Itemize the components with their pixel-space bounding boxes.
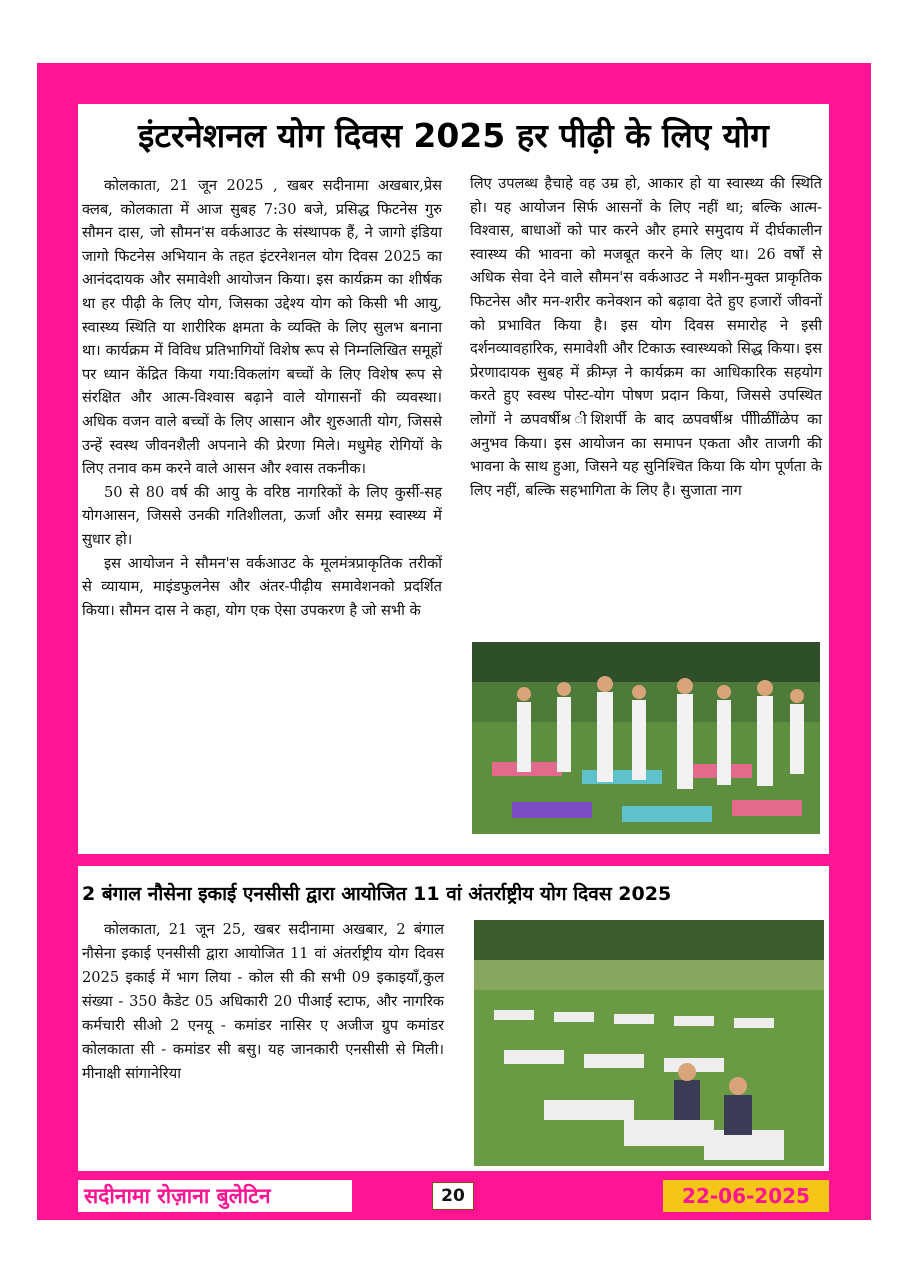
article-paragraph: 50 से 80 वर्ष की आयु के वरिष्ठ नागरिकों के लिए कुर्सी-सह योगआसन, जिससे उनकी गतिशीलता, ऊर्जा और समग्र स्वास्थ्य में सुधार हो। [82, 483, 442, 548]
publication-name-box [78, 1180, 352, 1212]
article-headline: 2 बंगाल नौसेना इकाई एनसीसी द्वारा आयोजित 11 वां अंतर्राष्ट्रीय योग दिवस 2025 [82, 883, 672, 905]
article-paragraph: कोलकाता, 21 जून 25, खबर सदीनामा अखबार, 2 बंगाल नौसेना इकाई एनसीसी द्वारा आयोजित 11 वां अंतर्राष्ट्रीय योग दिवस 2025 इकाई में भाग लिया - कोल सी की सभी 09 इकाइयाँ,कुल संख्या - 350 कैडेट 05 अधिकारी 20 पीआई स्टाफ, और नागरिक कर्मचारी सीओ 2 एनयू - कमांडर नासिर ए अजीज ग्रुप कमांडर कोलकाता सी - कमांडर सी बसु। यह जानकारी एनसीसी से मिली। मीनाक्षी सांगानेरिया [82, 921, 444, 1082]
yoga-event-photo [472, 642, 820, 834]
issue-date: 22-06-2025 [682, 1184, 810, 1208]
page-number-box [432, 1182, 474, 1210]
yoga-group-photo-illustration [472, 642, 820, 834]
article-ncc-yoga-day [78, 866, 829, 1171]
article-paragraph: इस आयोजन ने सौमन'स वर्कआउट के मूलमंत्रप्राकृतिक तरीकों से व्यायाम, माइंडफुलनेस और अंतर-पीढ़ीय समावेशनको प्रदर्शित किया। सौमन दास ने कहा, योग एक ऐसा उपकरण है जो सभी के [82, 554, 442, 619]
article-column-right [470, 172, 822, 502]
article-column-left [82, 918, 444, 1086]
issue-date-box [663, 1180, 829, 1212]
ncc-cadets-photo-illustration [474, 920, 824, 1166]
article-column-left [82, 174, 442, 622]
publication-name: सदीनामा रोज़ाना बुलेटिन [84, 1184, 271, 1208]
ncc-yoga-photo [474, 920, 824, 1166]
article-paragraph: कोलकाता, 21 जून 2025 , खबर सदीनामा अखबार,प्रेस क्लब, कोलकाता में आज सुबह 7:30 बजे, प्रसिद्ध फिटनेस गुरु सौमन दास, जो सौमन'स वर्कआउट के संस्थापक हैं, ने जागो इंडिया जागो फिटनेस अभियान के तहत इंटरनेशनल योग दिवस 2025 का आनंददायक और समावेशी आयोजन किया। इस कार्यक्रम का शीर्षक था हर पीढ़ी के लिए योग, जिसका उद्देश्य योग को किसी भी आयु, स्वास्थ्य स्थिति या शारीरिक क्षमता के व्यक्ति के लिए सुलभ बनाना था। कार्यक्रम में विविध प्रतिभागियों विशेष रूप से निम्नलिखित समूहों पर ध्यान केंद्रित किया गया:विकलांग बच्चों के लिए विशेष रूप से संरक्षित और आत्म-विश्वास बढ़ाने वाले योगासनों की व्यवस्था। अधिक वजन वाले बच्चों के लिए आसान और शुरुआती योग, जिससे उन्हें स्वस्थ जीवनशैली अपनाने की प्रेरणा मिले। मधुमेह रोगियों के लिए तनाव कम करने वाले आसन और श्वास तकनीक। [82, 177, 443, 478]
article-headline: इंटरनेशनल योग दिवस 2025 हर पीढ़ी के लिए योग [138, 116, 769, 155]
article-yoga-every-generation [78, 104, 829, 854]
article-paragraph: लिए उपलब्ध हैचाहे वह उम्र हो, आकार हो या स्वास्थ्य की स्थिति हो। यह आयोजन सिर्फ आसनों के लिए नहीं था; बल्कि आत्म-विश्वास, बाधाओं को पार करने और हमारे समुदाय में दीर्घकालीन स्वास्थ्य की भावना को मजबूत करने के लिए था। 26 वर्षों से अधिक सेवा देने वाले सौमन'स वर्कआउट ने मशीन-मुक्त प्राकृतिक फिटनेस और मन-शरीर कनेक्शन को बढ़ावा देते हुए हजारों जीवनों को प्रभावित किया है। इस योग दिवस समारोह ने इसी दर्शनव्यावहारिक, समावेशी और टिकाऊ स्वास्थ्यको सिद्ध किया। इस प्रेरणादायक सुबह में क्रीम्ज़ ने कार्यक्रम का आधिकारिक सहयोग करते हुए स्वस्थ पोस्ट-योग पोषण प्रदान किया, जिससे उपस्थित लोगों ने ळपवर्षीश्र ीशिशर्पी के बाद ळपवर्षीश्र पीीीळीींळेप का अनुभव किया। इस आयोजन का समापन एकता और ताजगी की भावना के साथ हुआ, जिसने यह सुनिश्चित किया कि योग पूर्णता के लिए नहीं, बल्कि सहभागिता के लिए है। सुजाता नाग [470, 175, 822, 499]
page-number: 20 [441, 1186, 465, 1206]
